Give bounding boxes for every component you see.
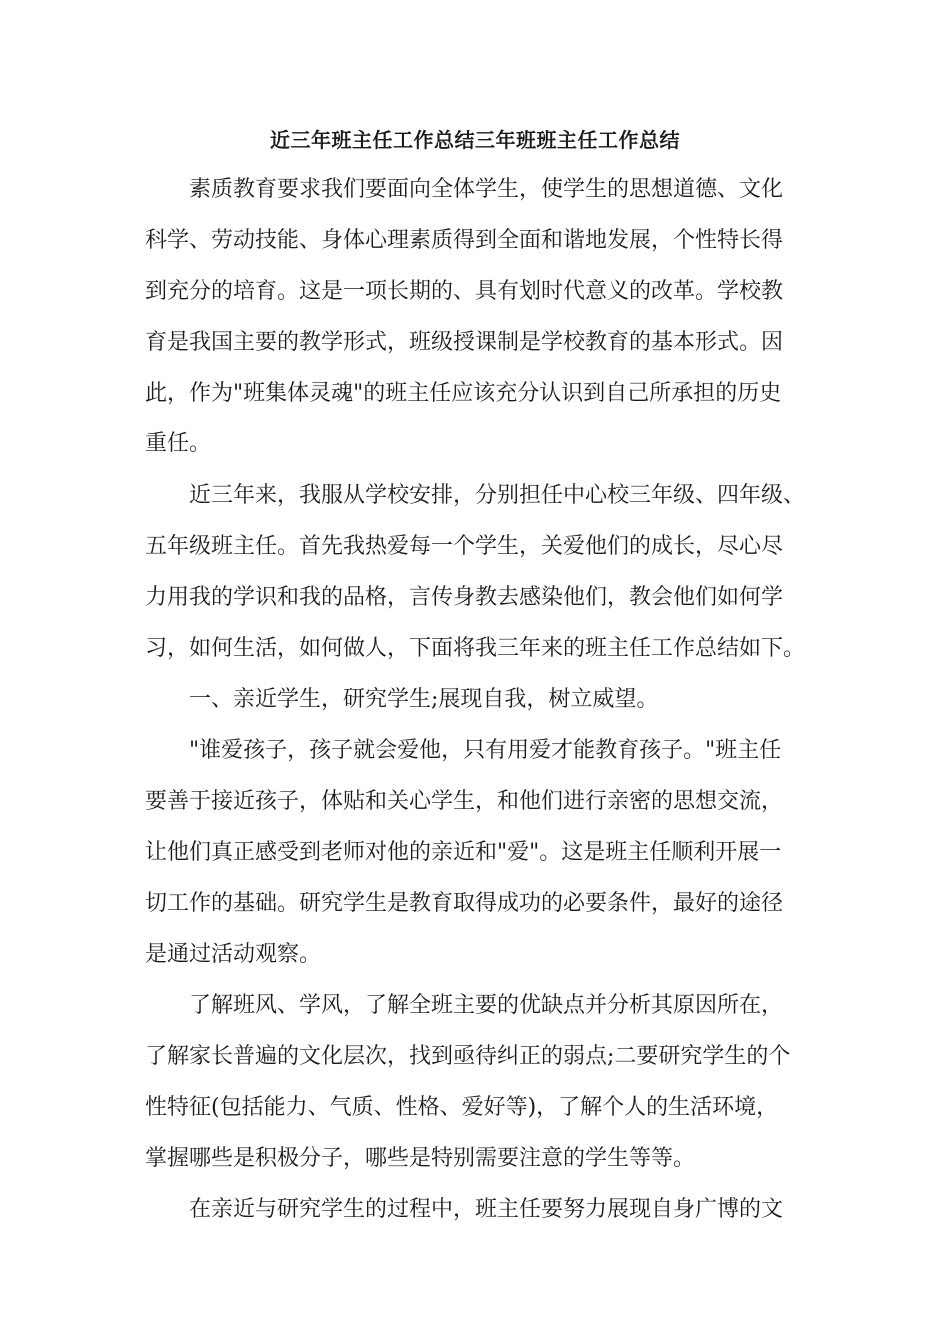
paragraph-line: 在亲近与研究学生的过程中，班主任要努力展现自身广博的文	[189, 1197, 784, 1222]
paragraph-line: 力用我的学识和我的品格，言传身教去感染他们，教会他们如何学	[145, 585, 784, 610]
paragraph-line: 科学、劳动技能、身体心理素质得到全面和谐地发展，个性特长得	[145, 228, 784, 253]
paragraph-line: 了解家长普遍的文化层次，找到亟待纠正的弱点;二要研究学生的个	[145, 1044, 791, 1069]
paragraph-line: 此，作为"班集体灵魂"的班主任应该充分认识到自己所承担的历史	[145, 381, 782, 406]
paragraph-line: 重任。	[145, 431, 212, 456]
paragraph-line: 习，如何生活，如何做人，下面将我三年来的班主任工作总结如下。	[145, 636, 806, 661]
paragraph-line: 要善于接近孩子，体贴和关心学生，和他们进行亲密的思想交流，	[145, 789, 784, 814]
paragraph-line: 了解班风、学风，了解全班主要的优缺点并分析其原因所在，	[189, 993, 784, 1018]
paragraph-line: 到充分的培育。这是一项长期的、具有划时代意义的改革。学校教	[145, 279, 784, 304]
section-heading: 一、亲近学生，研究学生;展现自我，树立威望。	[189, 687, 659, 712]
paragraph-line: 掌握哪些是积极分子，哪些是特别需要注意的学生等等。	[145, 1146, 696, 1171]
paragraph-line: 性特征(包括能力、气质、性格、爱好等)，了解个人的生活环境，	[145, 1095, 779, 1120]
paragraph-line: 近三年来，我服从学校安排，分别担任中心校三年级、四年级、	[189, 483, 806, 508]
paragraph-line: 切工作的基础。研究学生是教育取得成功的必要条件，最好的途径	[145, 891, 784, 916]
paragraph-line: 是通过活动观察。	[145, 942, 322, 967]
paragraph-line: 育是我国主要的教学形式，班级授课制是学校教育的基本形式。因	[145, 330, 784, 355]
document-title: 近三年班主任工作总结三年班班主任工作总结	[270, 128, 680, 152]
paragraph-line: 素质教育要求我们要面向全体学生，使学生的思想道德、文化	[189, 177, 784, 202]
paragraph-line: 五年级班主任。首先我热爱每一个学生，关爱他们的成长，尽心尽	[145, 534, 784, 559]
paragraph-line: "谁爱孩子，孩子就会爱他，只有用爱才能教育孩子。"班主任	[189, 738, 782, 763]
paragraph-line: 让他们真正感受到老师对他的亲近和"爱"。这是班主任顺利开展一	[145, 840, 782, 865]
